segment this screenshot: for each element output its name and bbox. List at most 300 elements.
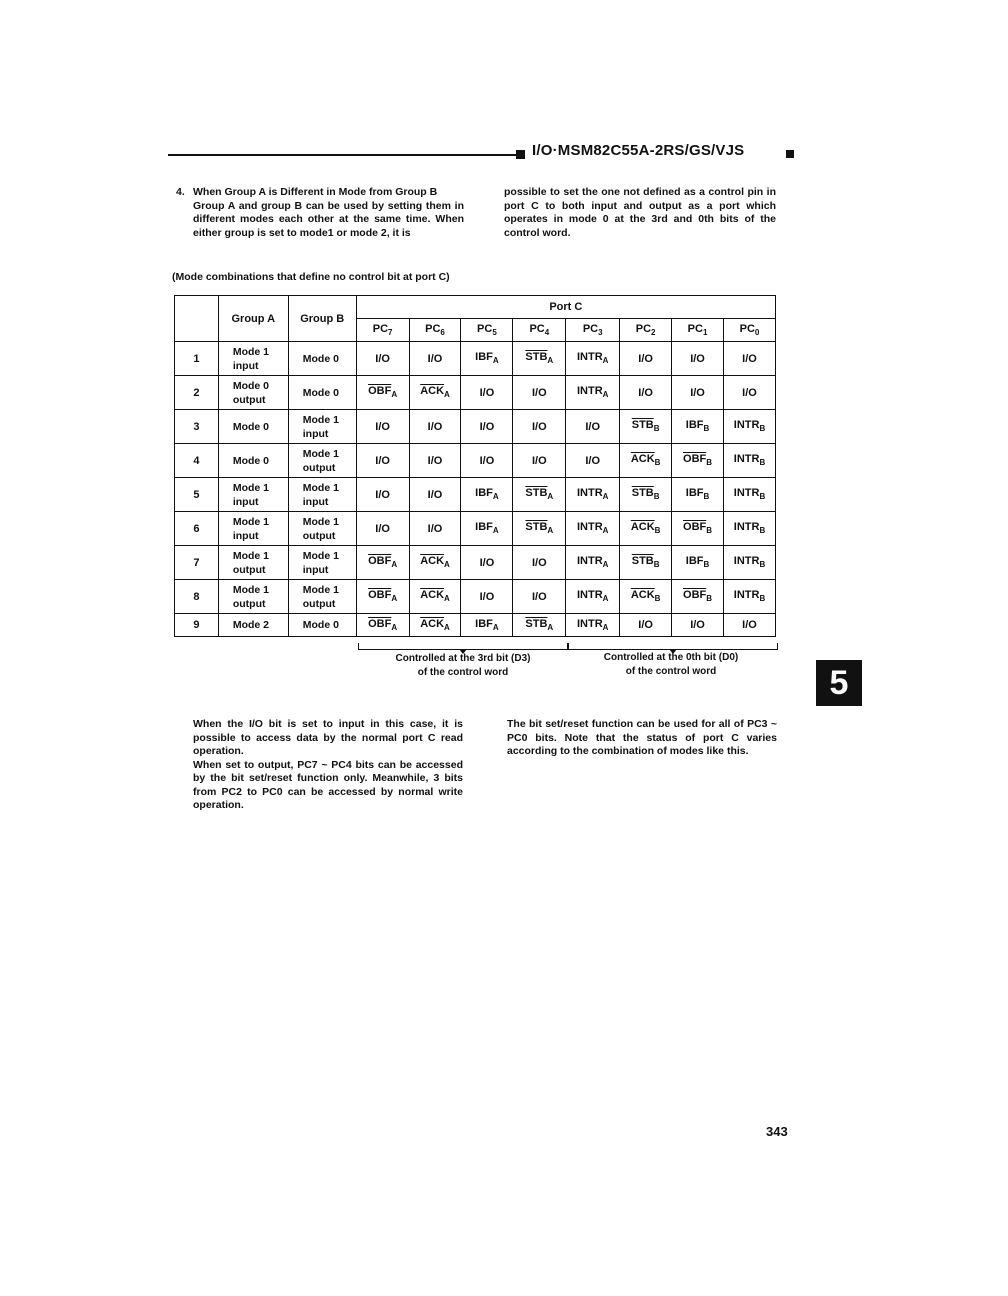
- signal-name: $\overline{STB}$: [525, 521, 548, 534]
- port-c-cell: [461, 546, 513, 580]
- group-b-line: input: [302, 563, 329, 576]
- signal-group: B: [759, 560, 766, 570]
- group-a-cell: [218, 376, 288, 410]
- signal-name: $\overline{STB}$: [525, 617, 548, 630]
- signal-name: I/O: [638, 386, 653, 399]
- group-b-cell: [288, 376, 356, 410]
- port-c-cell: [409, 546, 461, 580]
- group-b-line: output: [302, 529, 336, 542]
- port-c-cell: [620, 546, 672, 580]
- header-port-c: Port C: [356, 296, 775, 319]
- port-c-cell: [356, 376, 409, 410]
- brace-label-left-line1: Controlled at the 3rd bit (D3): [395, 653, 531, 664]
- signal-group: A: [602, 560, 609, 570]
- port-c-cell: [461, 342, 513, 376]
- brace-label-right-line1: Controlled at the 0th bit (D0): [603, 652, 739, 663]
- signal-group: B: [653, 492, 660, 502]
- group-a-cell: [218, 546, 288, 580]
- group-a-cell: [218, 512, 288, 546]
- port-c-cell: [620, 580, 672, 614]
- group-b-line: Mode 1: [302, 515, 339, 528]
- group-a-cell: [218, 444, 288, 478]
- port-c-cell: [356, 444, 409, 478]
- signal-name: $\overline{STB}$: [631, 419, 654, 432]
- signal-name: I/O: [479, 556, 495, 569]
- mode-combination-table: [174, 295, 776, 637]
- group-a-line: Mode 2: [232, 619, 270, 631]
- port-c-cell: [461, 376, 513, 410]
- group-b-cell: [288, 410, 356, 444]
- signal-name: INTR: [576, 351, 603, 364]
- signal-group: A: [547, 356, 554, 366]
- signal-name: $\overline{STB}$: [525, 487, 548, 500]
- signal-name: INTR: [733, 487, 760, 500]
- signal-group: A: [492, 492, 499, 502]
- signal-name: INTR: [733, 419, 760, 432]
- port-c-cell: [566, 614, 620, 637]
- group-b-line: output: [302, 597, 336, 610]
- header-pc-base: PC: [582, 322, 599, 335]
- port-c-cell: [461, 512, 513, 546]
- group-a-line: output: [232, 393, 266, 406]
- brace-label-left: [362, 652, 564, 680]
- signal-group: A: [391, 390, 398, 400]
- port-c-cell: [620, 478, 672, 512]
- header-bullet-left: [516, 150, 525, 159]
- signal-name: INTR: [576, 617, 603, 630]
- port-c-cell: [566, 410, 620, 444]
- port-c-cell: [513, 376, 566, 410]
- group-b-line: Mode 0: [302, 352, 339, 365]
- header-pc-base: PC: [477, 322, 493, 335]
- signal-group: A: [391, 560, 398, 570]
- signal-name: I/O: [479, 420, 495, 433]
- group-a-line: Mode 0: [232, 379, 270, 392]
- signal-name: IBF: [475, 351, 493, 364]
- port-c-cell: [723, 546, 775, 580]
- port-c-cell: [513, 342, 566, 376]
- group-b-cell: [288, 512, 356, 546]
- port-c-cell: [356, 410, 409, 444]
- port-c-cell: [356, 512, 409, 546]
- signal-group: A: [444, 390, 450, 400]
- group-b-line: input: [302, 495, 329, 508]
- port-c-cell: [620, 342, 672, 376]
- table-row: [175, 376, 776, 410]
- signal-name: $\overline{STB}$: [525, 351, 548, 364]
- signal-name: IBF: [685, 555, 704, 568]
- group-b-line: Mode 1: [302, 413, 339, 426]
- port-c-cell: [672, 410, 724, 444]
- signal-name: I/O: [479, 386, 495, 399]
- signal-name: $\overline{ACK}$: [420, 385, 445, 398]
- header-group-b: Group B: [288, 296, 356, 342]
- port-c-cell: [461, 478, 513, 512]
- signal-group: A: [444, 594, 450, 604]
- header-rule: [168, 154, 520, 156]
- row-number: 1: [175, 342, 219, 376]
- signal-name: $\overline{ACK}$: [630, 453, 655, 466]
- port-c-cell: [513, 546, 566, 580]
- group-b-cell: [288, 614, 356, 637]
- port-c-cell: [356, 342, 409, 376]
- port-c-cell: [566, 376, 620, 410]
- signal-group: B: [759, 458, 766, 468]
- signal-name: INTR: [733, 521, 760, 534]
- port-c-cell: [672, 376, 724, 410]
- signal-name: $\overline{OBF}$: [683, 589, 707, 602]
- port-c-cell: [356, 614, 409, 637]
- port-c-cell: [409, 444, 461, 478]
- signal-name: I/O: [375, 488, 390, 501]
- signal-name: I/O: [427, 352, 443, 365]
- signal-name: I/O: [531, 386, 547, 399]
- port-c-cell: [513, 410, 566, 444]
- group-b-line: input: [302, 427, 329, 440]
- signal-name: I/O: [531, 454, 547, 467]
- signal-group: A: [602, 356, 609, 366]
- signal-name: INTR: [733, 555, 760, 568]
- port-c-cell: [409, 512, 461, 546]
- port-c-cell: [620, 614, 672, 637]
- page-number: 343: [766, 1124, 788, 1139]
- table-row: [175, 614, 776, 637]
- header-pc-base: PC: [739, 322, 755, 335]
- port-c-cell: [723, 410, 775, 444]
- port-c-cell: [513, 444, 566, 478]
- signal-group: A: [602, 594, 609, 604]
- header-bullet-right: [786, 150, 794, 158]
- signal-group: A: [547, 526, 554, 536]
- port-c-cell: [409, 410, 461, 444]
- brace-label-right: [570, 651, 772, 679]
- signal-name: IBF: [475, 487, 493, 500]
- row-number: 4: [175, 444, 219, 478]
- signal-name: I/O: [690, 619, 705, 631]
- signal-name: I/O: [638, 619, 653, 631]
- signal-name: $\overline{OBF}$: [368, 617, 392, 630]
- row-number: 7: [175, 546, 219, 580]
- row-number: 3: [175, 410, 219, 444]
- signal-name: $\overline{OBF}$: [368, 589, 392, 602]
- signal-group: A: [602, 623, 609, 633]
- group-b-cell: [288, 546, 356, 580]
- header-pc-7: [356, 319, 409, 342]
- signal-name: $\overline{OBF}$: [683, 521, 707, 534]
- group-a-line: Mode 1: [232, 481, 270, 494]
- port-c-cell: [723, 614, 775, 637]
- signal-name: $\overline{OBF}$: [368, 555, 392, 568]
- group-a-line: input: [232, 495, 259, 508]
- signal-name: I/O: [427, 454, 443, 467]
- port-c-cell: [723, 478, 775, 512]
- signal-name: I/O: [742, 619, 757, 631]
- signal-group: B: [759, 526, 766, 536]
- port-c-cell: [566, 580, 620, 614]
- group-b-line: output: [302, 461, 336, 474]
- signal-group: A: [602, 390, 609, 400]
- notes-left: [193, 718, 463, 813]
- signal-group: A: [391, 623, 398, 633]
- group-b-line: Mode 1: [302, 583, 339, 596]
- signal-name: I/O: [531, 590, 547, 603]
- group-a-line: input: [232, 359, 259, 372]
- signal-name: $\overline{STB}$: [631, 555, 654, 568]
- header-pc-sub: 4: [544, 328, 550, 338]
- table-row: [175, 410, 776, 444]
- signal-name: INTR: [733, 589, 760, 602]
- port-c-cell: [356, 546, 409, 580]
- section-number: 4.: [176, 186, 185, 198]
- signal-name: I/O: [427, 522, 443, 535]
- port-c-cell: [461, 580, 513, 614]
- signal-name: INTR: [576, 385, 603, 398]
- table-caption: (Mode combinations that define no control bit at port C): [172, 271, 450, 283]
- group-b-cell: [288, 580, 356, 614]
- header-pc-sub: 6: [440, 328, 445, 338]
- signal-name: IBF: [685, 487, 704, 500]
- header-pc-3: [566, 319, 620, 342]
- signal-group: B: [703, 560, 710, 570]
- port-c-cell: [620, 512, 672, 546]
- signal-group: B: [706, 458, 713, 468]
- signal-name: I/O: [531, 556, 547, 569]
- table-row: [175, 580, 776, 614]
- signal-name: I/O: [479, 590, 495, 603]
- signal-name: I/O: [638, 352, 653, 365]
- signal-group: B: [759, 492, 766, 502]
- signal-name: I/O: [742, 352, 757, 365]
- port-c-cell: [723, 376, 775, 410]
- port-c-cell: [672, 614, 724, 637]
- row-number: 5: [175, 478, 219, 512]
- port-c-cell: [723, 580, 775, 614]
- header-pc-sub: 0: [754, 328, 760, 338]
- port-c-cell: [723, 342, 775, 376]
- signal-group: A: [602, 492, 609, 502]
- signal-group: B: [653, 560, 660, 570]
- section-tab: 5: [816, 660, 862, 706]
- port-c-cell: [723, 444, 775, 478]
- header-corner: [175, 296, 219, 342]
- signal-group: B: [706, 594, 713, 604]
- signal-name: I/O: [375, 420, 390, 433]
- header-pc-base: PC: [635, 322, 652, 335]
- signal-name: INTR: [576, 487, 603, 500]
- group-a-line: Mode 1: [232, 345, 270, 358]
- header-pc-1: [672, 319, 724, 342]
- signal-group: A: [602, 526, 609, 536]
- signal-name: $\overline{ACK}$: [630, 521, 655, 534]
- notes-left-para2: When set to output, PC7 ~ PC4 bits can be accessed by the bit set/reset function only. Meanwhile, 3 bits from PC2 to PC0 can be accessed by normal write operation.: [193, 758, 463, 811]
- signal-name: I/O: [427, 420, 443, 433]
- section-heading: When Group A is Different in Mode from Group B: [193, 186, 438, 198]
- signal-group: A: [444, 623, 450, 633]
- signal-name: $\overline{ACK}$: [420, 555, 445, 568]
- signal-group: A: [444, 560, 450, 570]
- header-pc-sub: 1: [702, 328, 708, 338]
- row-number: 6: [175, 512, 219, 546]
- port-c-cell: [620, 444, 672, 478]
- port-c-cell: [461, 410, 513, 444]
- signal-group: B: [654, 526, 661, 536]
- group-a-line: Mode 0: [232, 454, 270, 467]
- table-row: [175, 478, 776, 512]
- port-c-cell: [672, 546, 724, 580]
- signal-group: A: [492, 356, 499, 366]
- signal-name: $\overline{OBF}$: [368, 385, 392, 398]
- group-b-line: Mode 0: [302, 619, 339, 631]
- signal-group: B: [759, 424, 766, 434]
- notes-left-para1: When the I/O bit is set to input in this case, it is possible to access data by the normal port C read operation.: [193, 718, 463, 757]
- table-row: [175, 342, 776, 376]
- port-c-cell: [409, 342, 461, 376]
- signal-name: I/O: [585, 420, 601, 433]
- port-c-cell: [409, 614, 461, 637]
- group-a-line: input: [232, 529, 259, 542]
- signal-group: B: [654, 594, 661, 604]
- port-c-cell: [513, 614, 566, 637]
- port-c-cell: [513, 512, 566, 546]
- intro-left-text: Group A and group B can be used by setting them in different modes each other at the same time. When either group is set to mode1 or mode 2, it is: [193, 199, 464, 239]
- header-pc-base: PC: [529, 322, 545, 335]
- signal-name: I/O: [742, 386, 757, 399]
- brace-label-left-line2: of the control word: [417, 667, 509, 678]
- table-row: [175, 546, 776, 580]
- header-pc-base: PC: [425, 322, 441, 335]
- notes-right: The bit set/reset function can be used for all of PC3 ~ PC0 bits. Note that the status of port C varies according to the combination of modes like this.: [507, 718, 777, 757]
- signal-name: $\overline{ACK}$: [630, 589, 655, 602]
- port-c-cell: [513, 478, 566, 512]
- signal-name: $\overline{STB}$: [631, 487, 654, 500]
- signal-group: A: [492, 623, 499, 633]
- header-pc-2: [620, 319, 672, 342]
- signal-group: B: [703, 492, 710, 502]
- port-c-cell: [356, 478, 409, 512]
- signal-name: I/O: [690, 386, 705, 399]
- header-pc-sub: 2: [651, 328, 656, 338]
- port-c-cell: [409, 376, 461, 410]
- group-b-line: Mode 1: [302, 447, 339, 460]
- header-pc-base: PC: [372, 322, 389, 335]
- port-c-cell: [672, 478, 724, 512]
- port-c-cell: [672, 444, 724, 478]
- signal-name: INTR: [576, 589, 603, 602]
- port-c-cell: [461, 614, 513, 637]
- port-c-cell: [566, 342, 620, 376]
- group-b-cell: [288, 342, 356, 376]
- signal-group: B: [654, 458, 661, 468]
- group-b-line: Mode 1: [302, 549, 339, 562]
- row-number: 8: [175, 580, 219, 614]
- signal-group: B: [653, 424, 660, 434]
- intro-left-column: [176, 186, 464, 240]
- signal-name: $\overline{ACK}$: [420, 617, 445, 630]
- row-number: 2: [175, 376, 219, 410]
- group-a-cell: [218, 410, 288, 444]
- brace-label-right-line2: of the control word: [625, 666, 717, 677]
- signal-name: I/O: [375, 454, 390, 467]
- signal-group: B: [759, 594, 766, 604]
- signal-name: IBF: [475, 521, 493, 534]
- header-pc-sub: 7: [388, 328, 393, 338]
- header-pc-4: [513, 319, 566, 342]
- port-c-cell: [620, 410, 672, 444]
- signal-name: IBF: [685, 419, 704, 432]
- signal-name: I/O: [375, 352, 390, 365]
- signal-name: $\overline{ACK}$: [420, 589, 445, 602]
- signal-group: A: [547, 623, 554, 633]
- port-c-cell: [409, 478, 461, 512]
- header-pc-sub: 5: [492, 328, 497, 338]
- signal-name: INTR: [733, 453, 760, 466]
- signal-group: B: [706, 526, 713, 536]
- header-pc-sub: 3: [598, 328, 603, 338]
- signal-group: A: [391, 594, 398, 604]
- page-header-title: I/O·MSM82C55A-2RS/GS/VJS: [532, 142, 745, 159]
- signal-name: INTR: [576, 555, 603, 568]
- port-c-cell: [566, 478, 620, 512]
- signal-name: I/O: [531, 420, 547, 433]
- port-c-cell: [461, 444, 513, 478]
- group-a-line: Mode 1: [232, 515, 270, 528]
- group-a-line: output: [232, 597, 266, 610]
- group-a-line: output: [232, 563, 266, 576]
- signal-name: I/O: [585, 454, 601, 467]
- table-row: [175, 444, 776, 478]
- group-a-cell: [218, 580, 288, 614]
- row-number: 9: [175, 614, 219, 637]
- signal-name: I/O: [427, 488, 443, 501]
- group-a-cell: [218, 342, 288, 376]
- group-a-line: Mode 1: [232, 549, 270, 562]
- group-a-line: Mode 1: [232, 583, 270, 596]
- port-c-cell: [566, 512, 620, 546]
- port-c-cell: [356, 580, 409, 614]
- port-c-cell: [672, 580, 724, 614]
- port-c-cell: [723, 512, 775, 546]
- signal-name: $\overline{OBF}$: [683, 453, 707, 466]
- group-b-line: Mode 0: [302, 386, 339, 399]
- header-pc-6: [409, 319, 461, 342]
- port-c-cell: [672, 512, 724, 546]
- group-b-line: Mode 1: [302, 481, 339, 494]
- port-c-cell: [513, 580, 566, 614]
- signal-group: B: [703, 424, 710, 434]
- group-b-cell: [288, 444, 356, 478]
- group-a-line: Mode 0: [232, 420, 270, 433]
- header-pc-0: [723, 319, 775, 342]
- table-row: [175, 512, 776, 546]
- header-group-a: Group A: [218, 296, 288, 342]
- group-b-cell: [288, 478, 356, 512]
- signal-name: INTR: [576, 521, 603, 534]
- group-a-cell: [218, 614, 288, 637]
- port-c-cell: [566, 444, 620, 478]
- group-a-cell: [218, 478, 288, 512]
- signal-group: A: [547, 492, 554, 502]
- port-c-cell: [672, 342, 724, 376]
- intro-right-text: possible to set the one not defined as a control pin in port C to both input and output as a port which operates in mode 0 at the 3rd and 0th bits of the control word.: [504, 186, 776, 239]
- port-c-cell: [566, 546, 620, 580]
- signal-group: A: [492, 526, 499, 536]
- signal-name: I/O: [375, 522, 390, 535]
- port-c-cell: [620, 376, 672, 410]
- signal-name: IBF: [475, 617, 493, 630]
- header-pc-5: [461, 319, 513, 342]
- signal-name: I/O: [479, 454, 495, 467]
- port-c-cell: [409, 580, 461, 614]
